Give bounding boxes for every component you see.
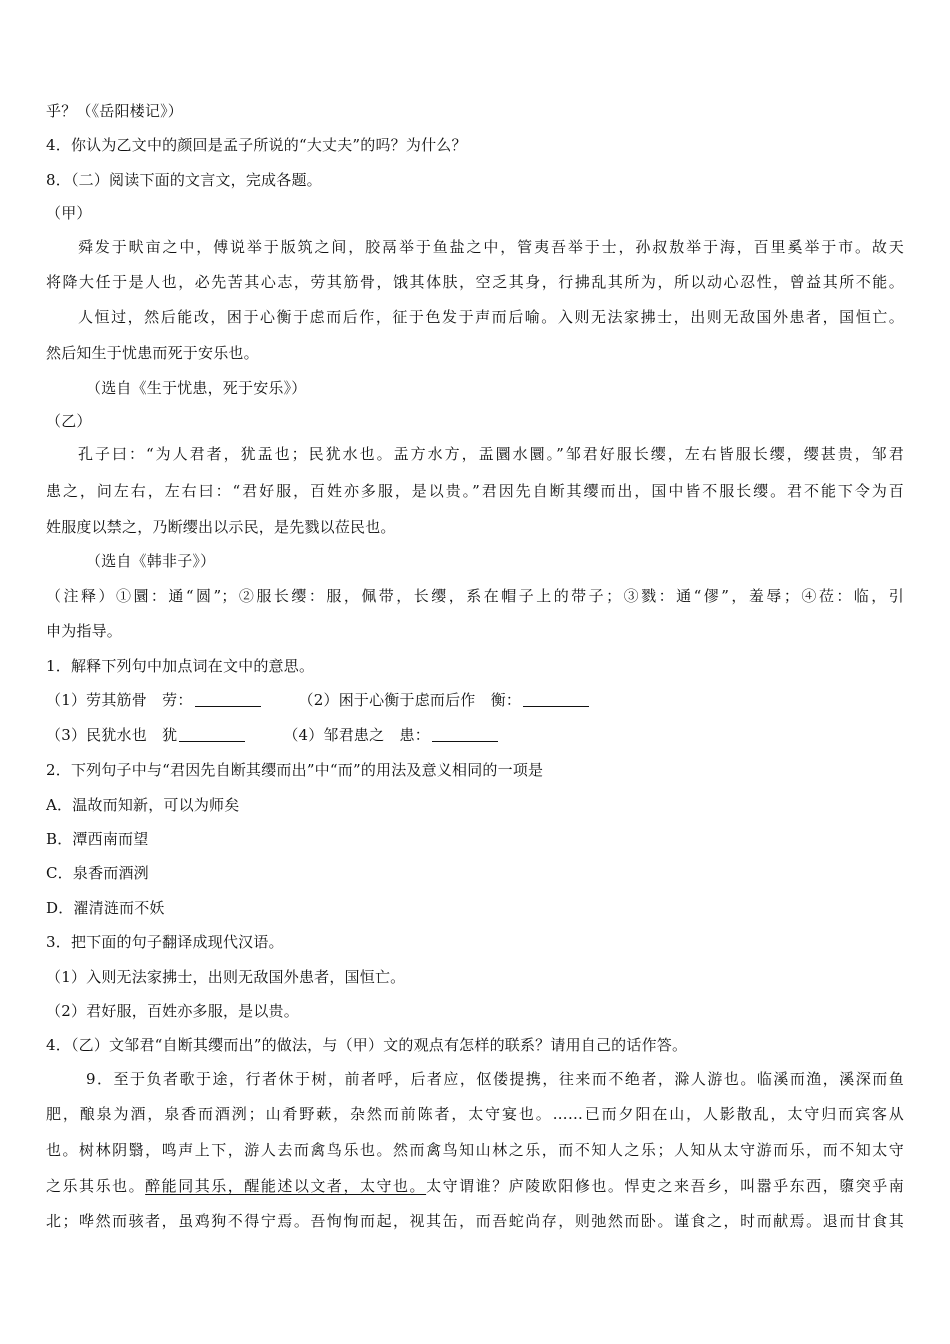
question-9-passage-line: 肥，酿泉为酒，泉香而酒洌；山肴野蔌，杂然而前陈者，太守宴也。……已而夕阳在山，人影散乱，太守归而宾客从 <box>46 1105 904 1123</box>
item-4-label: （4）邹君患之 患： <box>283 726 430 744</box>
passage-text: 之乐其乐也。 <box>46 1177 146 1195</box>
option-b: B．潭西南而望 <box>46 830 149 848</box>
question-1: 1．解释下列句中加点词在文中的意思。 <box>46 657 315 675</box>
passage-b-line: 患之，问左右，左右曰：“君好服，百姓亦多服，是以贵。”君因先自断其缨而出，国中皆不服长缨。君不能下令为百 <box>46 482 904 500</box>
answer-blank[interactable] <box>195 691 261 707</box>
passage-a-source: （选自《生于忧患，死于安乐》） <box>86 379 307 397</box>
question-4: 4．你认为乙文中的颜回是孟子所说的“大丈夫”的吗？为什么？ <box>46 136 467 154</box>
passage-b-line: 孔子曰：“为人君者，犹盂也；民犹水也。盂方水方，盂圜水圜。”邹君好服长缨，左右皆服长缨，缨甚贵，邹君 <box>78 445 904 463</box>
item-2-label: （2）困于心衡于虑而后作 衡： <box>298 691 522 709</box>
question-3-item-2: （2）君好服，百姓亦多服，是以贵。 <box>46 1002 299 1020</box>
passage-text: 太守谓谁？庐陵欧阳修也。悍吏之来吾乡，叫嚣乎东西，隳突乎南 <box>426 1177 904 1195</box>
option-d: D．濯清涟而不妖 <box>46 899 165 917</box>
text-line: 乎？（《岳阳楼记》） <box>46 102 184 120</box>
question-3-item-1: （1）入则无法家拂士，出则无敌国外患者，国恒亡。 <box>46 968 406 986</box>
passage-a-line: 然后知生于忧患而死于安乐也。 <box>46 344 259 362</box>
question-2: 2．下列句子中与“君因先自断其缨而出”中“而”的用法及意义相同的一项是 <box>46 761 544 779</box>
passage-a-label: （甲） <box>46 204 92 222</box>
question-3: 3．把下面的句子翻译成现代汉语。 <box>46 933 284 951</box>
passage-b-line: 姓服度以禁之，乃断缨出以示民，是先戮以莅民也。 <box>46 518 396 536</box>
passage-a-line: 将降大任于是人也，必先苦其心志，劳其筋骨，饿其体肤，空乏其身，行拂乱其所为，所以动心忍性，曾益其所不能。 <box>46 273 904 291</box>
question-9-passage-line <box>46 1175 904 1197</box>
passage-b-source: （选自《韩非子》） <box>86 552 216 570</box>
item-3-label: （3）民犹水也 犹 <box>46 726 178 744</box>
answer-blank[interactable] <box>432 726 498 742</box>
passage-a-line: 人恒过，然后能改，困于心衡于虑而后作，征于色发于声而后喻。入则无法家拂士，出则无敌国外患者，国恒亡。 <box>78 308 904 326</box>
question-9-passage-line: 也。树林阴翳，鸣声上下，游人去而禽鸟乐也。然而禽鸟知山林之乐，而不知人之乐；人知从太守游而乐，而不知太守 <box>46 1141 904 1159</box>
annotation-line: 申为指导。 <box>46 622 123 640</box>
answer-blank[interactable] <box>179 726 245 742</box>
question-1-items-row <box>46 689 589 711</box>
passage-a-line: 舜发于畎亩之中，傅说举于版筑之间，胶鬲举于鱼盐之中，管夷吾举于士，孙叔敖举于海，百里奚举于市。故天 <box>78 238 904 256</box>
option-a: A．温故而知新，可以为师矣 <box>46 796 240 814</box>
option-c: C．泉香而酒洌 <box>46 864 149 882</box>
question-9-passage-line: 9．至于负者歌于途，行者休于树，前者呼，后者应，伛偻提携，往来而不绝者，滁人游也。临溪而渔，溪深而鱼 <box>86 1070 904 1088</box>
answer-blank[interactable] <box>523 691 589 707</box>
question-8-heading: 8．（二）阅读下面的文言文，完成各题。 <box>46 171 322 189</box>
question-1-items-row <box>46 724 498 746</box>
item-1-label: （1）劳其筋骨 劳： <box>46 691 193 709</box>
underlined-sentence: 醉能同其乐，醒能述以文者，太守也。 <box>145 1177 427 1195</box>
passage-b-label: （乙） <box>46 412 92 430</box>
question-4-b: 4．（乙）文邹君“自断其缨而出”的做法，与（甲）文的观点有怎样的联系？请用自己的话作答。 <box>46 1036 688 1054</box>
question-9-passage-line: 北；哗然而骇者，虽鸡狗不得宁焉。吾恂恂而起，视其缶，而吾蛇尚存，则弛然而卧。谨食之，时而献焉。退而甘食其 <box>46 1212 904 1230</box>
annotation-line: （注释）①圜：通“圆”；②服长缨：服，佩带，长缨，系在帽子上的带子；③戮：通“僇”，羞辱；④莅：临，引 <box>46 587 904 605</box>
